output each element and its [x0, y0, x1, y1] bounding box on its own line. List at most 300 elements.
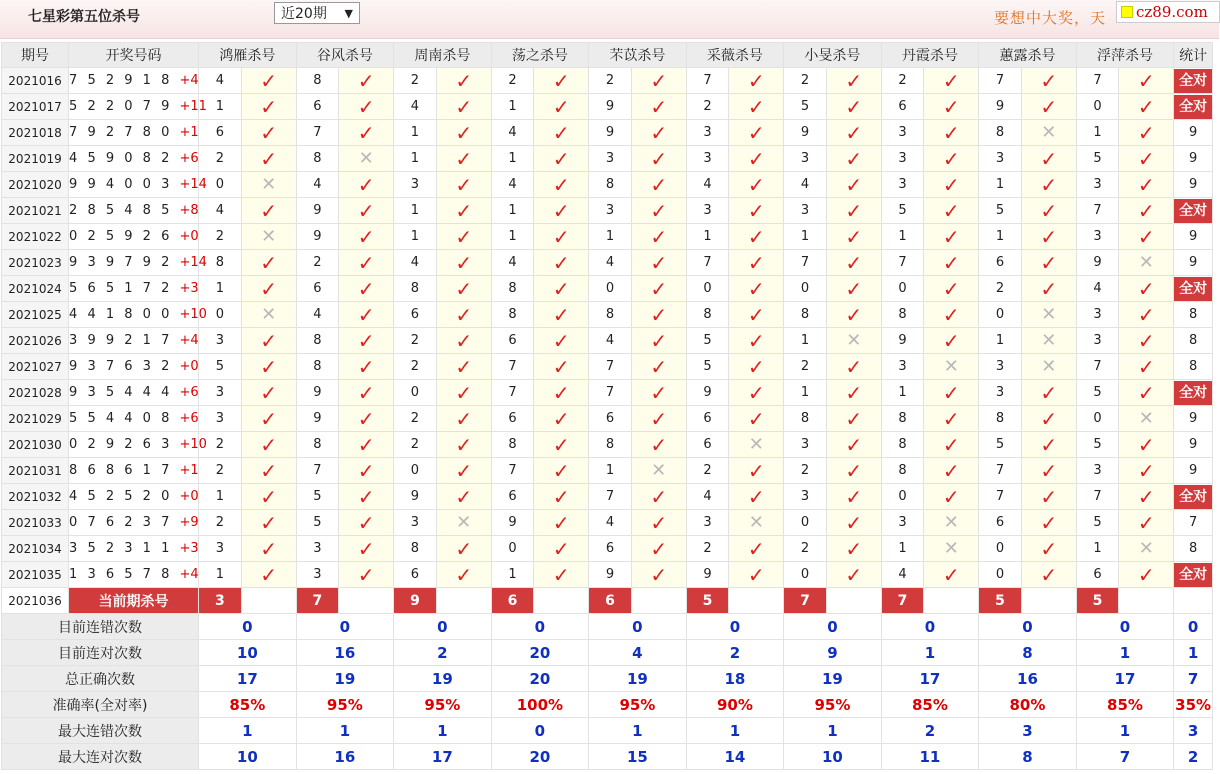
table-body: [2, 68, 1213, 770]
result-cell: [1021, 562, 1076, 588]
draw-sum: +3: [179, 281, 199, 296]
draw-numbers: 8 6 8 6 1 7: [69, 463, 173, 478]
result-cell: [631, 510, 686, 536]
result-cell: [339, 68, 394, 94]
empty-cell: [241, 588, 296, 614]
check-icon: ✓: [845, 406, 863, 431]
kill-value-cell: 3: [394, 510, 437, 536]
result-cell: [924, 484, 979, 510]
result-cell: [924, 432, 979, 458]
kill-value-cell: 3: [1076, 172, 1119, 198]
kill-value-cell: 2: [394, 328, 437, 354]
table-row: [2, 328, 1213, 354]
kill-value-cell: 8: [296, 68, 339, 94]
check-icon: ✓: [357, 458, 375, 483]
check-icon: ✓: [942, 432, 960, 457]
column-header-killer: 蕙露杀号: [979, 43, 1077, 68]
page-title: 七星彩第五位杀号: [28, 9, 140, 25]
kill-value-cell: 8: [979, 120, 1022, 146]
draw-numbers-cell: [69, 510, 199, 536]
result-cell: [339, 172, 394, 198]
result-cell: [729, 562, 784, 588]
kill-value-cell: 8: [881, 458, 924, 484]
column-header-killer: 小旻杀号: [784, 43, 882, 68]
draw-numbers-cell: [69, 94, 207, 120]
result-cell: [241, 380, 296, 406]
kill-value-cell: 4: [686, 484, 729, 510]
summary-value: 16: [296, 744, 394, 770]
result-cell: [241, 146, 296, 172]
kill-value-cell: 1: [491, 224, 534, 250]
correct-count: 9: [1188, 411, 1198, 426]
kill-value-cell: 2: [979, 276, 1022, 302]
result-cell: [339, 380, 394, 406]
draw-numbers: 9 9 4 0 0 3: [69, 177, 173, 192]
kill-value-cell: 7: [296, 458, 339, 484]
kill-value-cell: 9: [881, 328, 924, 354]
table-row: [2, 406, 1213, 432]
cross-icon: ✕: [261, 225, 277, 247]
check-icon: ✓: [942, 276, 960, 301]
result-cell: [339, 536, 394, 562]
cross-icon: ✕: [943, 511, 959, 533]
result-cell: [1119, 250, 1174, 276]
result-cell: [631, 250, 686, 276]
draw-numbers: 9 3 9 7 9 2: [69, 255, 173, 270]
kill-value-cell: 9: [296, 406, 339, 432]
check-icon: ✓: [455, 198, 473, 223]
result-cell: [339, 302, 394, 328]
check-icon: ✓: [455, 458, 473, 483]
kill-value-cell: 1: [979, 172, 1022, 198]
period-cell: 2021028: [2, 380, 69, 406]
kill-value-cell: 9: [589, 120, 632, 146]
stat-cell: [1174, 146, 1213, 172]
check-icon: ✓: [942, 484, 960, 509]
summary-value: 7: [1076, 744, 1174, 770]
current-kill-value: 6: [491, 588, 534, 614]
result-cell: [534, 198, 589, 224]
kill-value-cell: 0: [1076, 406, 1119, 432]
result-cell: [729, 94, 784, 120]
result-cell: [1119, 198, 1174, 224]
kill-value-cell: 6: [589, 406, 632, 432]
stat-cell: [1174, 432, 1213, 458]
period-cell: 2021033: [2, 510, 69, 536]
check-icon: ✓: [650, 198, 668, 223]
check-icon: ✓: [1137, 198, 1155, 223]
result-cell: [339, 354, 394, 380]
summary-stat: 3: [1174, 718, 1213, 744]
check-icon: ✓: [552, 354, 570, 379]
check-icon: ✓: [650, 562, 668, 587]
result-cell: [729, 536, 784, 562]
kill-value-cell: 2: [394, 354, 437, 380]
kill-value-cell: 3: [589, 198, 632, 224]
result-cell: [436, 510, 491, 536]
check-icon: ✓: [552, 380, 570, 405]
check-icon: ✓: [357, 484, 375, 509]
summary-value: 19: [784, 666, 882, 692]
kill-value-cell: 3: [784, 198, 827, 224]
result-cell: [534, 276, 589, 302]
result-cell: [339, 94, 394, 120]
kill-value-cell: 6: [491, 406, 534, 432]
result-cell: [1119, 484, 1174, 510]
kill-value-cell: 4: [199, 198, 242, 224]
check-icon: ✓: [942, 198, 960, 223]
all-correct-badge: 全对: [1174, 95, 1212, 119]
result-cell: [631, 354, 686, 380]
result-cell: [1021, 94, 1076, 120]
kill-value-cell: 8: [881, 432, 924, 458]
result-cell: [729, 354, 784, 380]
check-icon: ✓: [552, 224, 570, 249]
result-cell: [729, 250, 784, 276]
period-cell: 2021024: [2, 276, 69, 302]
check-icon: ✓: [747, 120, 765, 145]
check-icon: ✓: [260, 146, 278, 171]
kill-value-cell: 5: [881, 198, 924, 224]
correct-count: 8: [1188, 333, 1198, 348]
period-cell: 2021035: [2, 562, 69, 588]
cross-icon: ✕: [748, 511, 764, 533]
site-logo[interactable]: [1116, 1, 1220, 23]
kill-value-cell: 0: [784, 276, 827, 302]
check-icon: ✓: [650, 120, 668, 145]
current-kill-value: 5: [1076, 588, 1119, 614]
check-icon: ✓: [357, 120, 375, 145]
kill-value-cell: 7: [979, 458, 1022, 484]
summary-value: 19: [296, 666, 394, 692]
kill-value-cell: 3: [1076, 224, 1119, 250]
summary-label: 目前连错次数: [2, 614, 199, 640]
check-icon: ✓: [747, 380, 765, 405]
check-icon: ✓: [1137, 510, 1155, 535]
kill-value-cell: 7: [1076, 484, 1119, 510]
check-icon: ✓: [845, 536, 863, 561]
draw-numbers: 9 3 7 6 3 2: [69, 359, 173, 374]
check-icon: ✓: [260, 380, 278, 405]
kill-value-cell: 3: [199, 406, 242, 432]
summary-value: 95%: [589, 692, 687, 718]
check-icon: ✓: [357, 224, 375, 249]
result-cell: [1021, 380, 1076, 406]
summary-value: 1: [881, 640, 979, 666]
summary-row: [2, 666, 1213, 692]
summary-value: 80%: [979, 692, 1077, 718]
cross-icon: ✕: [1041, 355, 1057, 377]
check-icon: ✓: [260, 198, 278, 223]
result-cell: [924, 458, 979, 484]
result-cell: [339, 406, 394, 432]
table-row: [2, 276, 1213, 302]
result-cell: [1021, 146, 1076, 172]
kill-value-cell: 2: [784, 458, 827, 484]
result-cell: [534, 146, 589, 172]
stat-cell: [1174, 458, 1213, 484]
check-icon: ✓: [552, 250, 570, 275]
summary-value: 2: [881, 718, 979, 744]
result-cell: [1021, 432, 1076, 458]
period-select[interactable]: [274, 2, 360, 24]
check-icon: ✓: [845, 302, 863, 327]
result-cell: [241, 458, 296, 484]
result-cell: [826, 198, 881, 224]
kill-value-cell: 2: [784, 536, 827, 562]
summary-value: 85%: [881, 692, 979, 718]
kill-value-cell: 7: [1076, 354, 1119, 380]
result-cell: [1021, 172, 1076, 198]
check-icon: ✓: [357, 380, 375, 405]
summary-label: 目前连对次数: [2, 640, 199, 666]
stat-cell: [1174, 536, 1213, 562]
draw-sum: +8: [179, 203, 199, 218]
table-row: [2, 432, 1213, 458]
check-icon: ✓: [552, 328, 570, 353]
kill-value-cell: 0: [394, 380, 437, 406]
kill-value-cell: 7: [686, 68, 729, 94]
table-row: [2, 68, 1213, 94]
check-icon: ✓: [455, 250, 473, 275]
result-cell: [924, 510, 979, 536]
draw-numbers: 0 2 5 9 2 6: [69, 229, 173, 244]
period-cell: 2021030: [2, 432, 69, 458]
check-icon: ✓: [260, 276, 278, 301]
check-icon: ✓: [1040, 68, 1058, 93]
all-correct-badge: 全对: [1174, 485, 1212, 509]
column-header-stat: 统计: [1174, 43, 1213, 68]
cross-icon: ✕: [943, 537, 959, 559]
result-cell: [631, 536, 686, 562]
result-cell: [631, 302, 686, 328]
check-icon: ✓: [357, 94, 375, 119]
result-cell: [924, 172, 979, 198]
check-icon: ✓: [942, 68, 960, 93]
check-icon: ✓: [1137, 328, 1155, 353]
current-kill-value: 3: [199, 588, 242, 614]
result-cell: [241, 250, 296, 276]
stat-cell: [1174, 380, 1213, 406]
summary-row: [2, 692, 1213, 718]
result-cell: [436, 458, 491, 484]
result-cell: [729, 406, 784, 432]
period-cell: 2021032: [2, 484, 69, 510]
check-icon: ✓: [845, 94, 863, 119]
draw-sum: +11: [179, 99, 207, 114]
summary-value: 4: [589, 640, 687, 666]
empty-cell: [631, 588, 686, 614]
kill-value-cell: 1: [199, 484, 242, 510]
result-cell: [241, 536, 296, 562]
kill-value-cell: 6: [394, 302, 437, 328]
current-kill-value: 6: [589, 588, 632, 614]
kill-value-cell: 2: [881, 68, 924, 94]
check-icon: ✓: [260, 536, 278, 561]
draw-numbers-cell: [69, 328, 199, 354]
table-row: [2, 536, 1213, 562]
result-cell: [826, 354, 881, 380]
result-cell: [826, 224, 881, 250]
summary-value: 0: [784, 614, 882, 640]
check-icon: ✓: [260, 68, 278, 93]
check-icon: ✓: [1040, 562, 1058, 587]
cross-icon: ✕: [1138, 537, 1154, 559]
result-cell: [1021, 510, 1076, 536]
result-cell: [826, 458, 881, 484]
result-cell: [436, 328, 491, 354]
draw-sum: +1: [179, 463, 199, 478]
result-cell: [241, 328, 296, 354]
result-cell: [631, 562, 686, 588]
period-cell: 2021029: [2, 406, 69, 432]
check-icon: ✓: [747, 562, 765, 587]
kill-value-cell: 9: [979, 94, 1022, 120]
kill-value-cell: 9: [589, 94, 632, 120]
summary-value: 0: [199, 614, 297, 640]
cross-icon: ✕: [943, 355, 959, 377]
summary-value: 3: [979, 718, 1077, 744]
kill-value-cell: 2: [589, 68, 632, 94]
result-cell: [1119, 120, 1174, 146]
check-icon: ✓: [455, 68, 473, 93]
result-cell: [534, 68, 589, 94]
kill-value-cell: 1: [491, 146, 534, 172]
kill-value-cell: 3: [1076, 302, 1119, 328]
check-icon: ✓: [747, 406, 765, 431]
kill-value-cell: 2: [199, 224, 242, 250]
kill-value-cell: 8: [589, 432, 632, 458]
correct-count: 9: [1188, 255, 1198, 270]
kill-value-cell: 8: [784, 406, 827, 432]
check-icon: ✓: [552, 276, 570, 301]
draw-numbers-cell: [69, 380, 199, 406]
result-cell: [339, 250, 394, 276]
period-cell: 2021019: [2, 146, 69, 172]
draw-sum: +10: [179, 307, 207, 322]
kill-value-cell: 1: [589, 458, 632, 484]
check-icon: ✓: [455, 562, 473, 587]
result-cell: [924, 198, 979, 224]
kill-value-cell: 7: [979, 484, 1022, 510]
summary-value: 90%: [686, 692, 784, 718]
summary-label: 最大连错次数: [2, 718, 199, 744]
kill-value-cell: 1: [199, 562, 242, 588]
empty-cell: [729, 588, 784, 614]
kill-value-cell: 8: [296, 328, 339, 354]
correct-count: 9: [1188, 437, 1198, 452]
kill-value-cell: 7: [686, 250, 729, 276]
check-icon: ✓: [260, 432, 278, 457]
check-icon: ✓: [845, 120, 863, 145]
table-row: [2, 172, 1213, 198]
check-icon: ✓: [747, 146, 765, 171]
kill-value-cell: 7: [491, 380, 534, 406]
check-icon: ✓: [650, 536, 668, 561]
result-cell: [1021, 120, 1076, 146]
correct-count: 8: [1188, 307, 1198, 322]
check-icon: ✓: [845, 510, 863, 535]
summary-stat: 35%: [1174, 692, 1213, 718]
check-icon: ✓: [942, 562, 960, 587]
check-icon: ✓: [1040, 250, 1058, 275]
check-icon: ✓: [845, 68, 863, 93]
stat-cell: [1174, 276, 1213, 302]
check-icon: ✓: [942, 328, 960, 353]
kill-value-cell: 0: [784, 510, 827, 536]
summary-value: 85%: [199, 692, 297, 718]
kill-value-cell: 9: [491, 510, 534, 536]
check-icon: ✓: [1137, 146, 1155, 171]
summary-value: 17: [199, 666, 297, 692]
check-icon: ✓: [357, 172, 375, 197]
kill-value-cell: 6: [491, 484, 534, 510]
result-cell: [534, 120, 589, 146]
period-cell: 2021026: [2, 328, 69, 354]
result-cell: [729, 68, 784, 94]
check-icon: ✓: [552, 406, 570, 431]
result-cell: [924, 302, 979, 328]
result-cell: [631, 406, 686, 432]
cross-icon: ✕: [1138, 251, 1154, 273]
kill-value-cell: 8: [491, 302, 534, 328]
check-icon: ✓: [357, 68, 375, 93]
check-icon: ✓: [357, 354, 375, 379]
result-cell: [339, 328, 394, 354]
kill-value-cell: 2: [784, 68, 827, 94]
result-cell: [1119, 328, 1174, 354]
stat-cell: [1174, 250, 1213, 276]
period-cell: 2021018: [2, 120, 69, 146]
check-icon: ✓: [260, 250, 278, 275]
check-icon: ✓: [747, 536, 765, 561]
draw-numbers-cell: [69, 562, 199, 588]
summary-value: 1: [199, 718, 297, 744]
correct-count: 9: [1188, 463, 1198, 478]
result-cell: [339, 458, 394, 484]
check-icon: ✓: [845, 380, 863, 405]
result-cell: [826, 510, 881, 536]
kill-value-cell: 3: [1076, 328, 1119, 354]
slogan-text: 要想中大奖，天: [994, 9, 1107, 27]
check-icon: ✓: [357, 250, 375, 275]
check-icon: ✓: [747, 172, 765, 197]
kill-value-cell: 6: [881, 94, 924, 120]
check-icon: ✓: [650, 302, 668, 327]
draw-sum: +1: [179, 125, 199, 140]
table-row: [2, 224, 1213, 250]
result-cell: [924, 120, 979, 146]
check-icon: ✓: [650, 276, 668, 301]
check-icon: ✓: [845, 276, 863, 301]
result-cell: [436, 276, 491, 302]
check-icon: ✓: [650, 224, 668, 249]
check-icon: ✓: [357, 536, 375, 561]
cross-icon: ✕: [748, 433, 764, 455]
kill-value-cell: 2: [784, 354, 827, 380]
check-icon: ✓: [455, 354, 473, 379]
check-icon: ✓: [1137, 94, 1155, 119]
result-cell: [1119, 354, 1174, 380]
check-icon: ✓: [942, 250, 960, 275]
kill-value-cell: 3: [881, 354, 924, 380]
result-cell: [1021, 250, 1076, 276]
summary-value: 0: [1076, 614, 1174, 640]
kill-value-cell: 1: [686, 224, 729, 250]
current-period-row: [2, 588, 1213, 614]
check-icon: ✓: [357, 328, 375, 353]
check-icon: ✓: [942, 224, 960, 249]
